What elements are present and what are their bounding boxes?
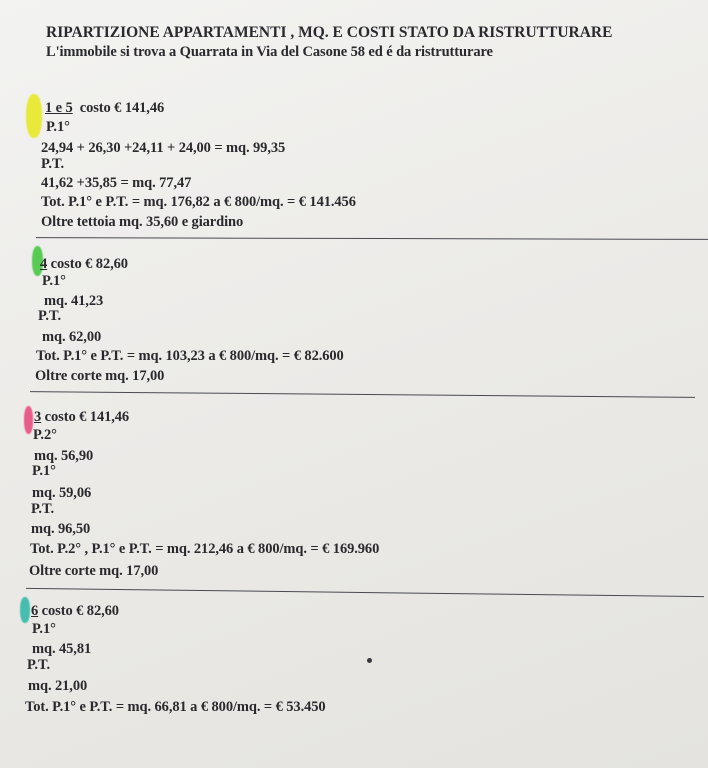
floor-label: P.T. — [27, 657, 50, 673]
extras-line: Oltre tettoia mq. 35,60 e giardino — [41, 214, 244, 230]
unit-number: 1 e 5 — [45, 100, 73, 116]
extras-line: Oltre corte mq. 17,00 — [35, 368, 165, 384]
floor-label: P.T. — [31, 501, 54, 517]
section-divider — [26, 588, 704, 597]
unit-number: 3 — [34, 409, 42, 425]
total-line: Tot. P.1° e P.T. = mq. 103,23 a € 800/mq. = € 82.600 — [36, 348, 344, 364]
section-heading — [34, 408, 129, 426]
paper-speck — [367, 658, 372, 663]
unit-cost: costo € 141,46 — [79, 100, 165, 116]
total-line: Tot. P.1° e P.T. = mq. 66,81 a € 800/mq. = € 53.450 — [25, 699, 326, 715]
yellow-highlight-mark — [26, 94, 42, 138]
floor-label: P.1° — [42, 273, 66, 289]
floor-label: P.1° — [32, 621, 56, 637]
unit-number: 6 — [31, 603, 39, 619]
area-line: mq. 21,00 — [28, 678, 88, 694]
total-line: Tot. P.2° , P.1° e P.T. = mq. 212,46 a € 800/mq. = € 169.960 — [30, 541, 380, 557]
teal-highlight-mark — [20, 597, 30, 623]
floor-label: P.T. — [38, 308, 61, 324]
area-line: mq. 59,06 — [32, 485, 92, 501]
floor-label: P.2° — [33, 427, 57, 443]
area-line: mq. 96,50 — [31, 521, 91, 537]
area-line: mq. 41,23 — [44, 293, 104, 309]
floor-label: P.1° — [32, 463, 56, 479]
area-line: mq. 62,00 — [42, 329, 102, 345]
area-line: mq. 45,81 — [32, 641, 92, 657]
section-heading — [31, 602, 119, 620]
unit-cost: costo € 82,60 — [47, 256, 128, 272]
extras-line: Oltre corte mq. 17,00 — [29, 563, 159, 579]
total-line: Tot. P.1° e P.T. = mq. 176,82 a € 800/mq. = € 141.456 — [41, 194, 356, 210]
area-line: mq. 56,90 — [34, 448, 94, 464]
section-heading — [45, 99, 164, 117]
floor-label: P.T. — [41, 156, 64, 172]
floor-label: P.1° — [46, 119, 70, 135]
area-line: 24,94 + 26,30 +24,11 + 24,00 = mq. 99,35 — [41, 140, 286, 156]
section-divider — [36, 237, 708, 240]
document-subtitle: L'immobile si trova a Quarrata in Via del Casone 58 ed é da ristrutturare — [46, 44, 493, 60]
unit-cost: costo € 141,46 — [41, 409, 130, 425]
pink-highlight-mark — [24, 406, 33, 434]
area-line: 41,62 +35,85 = mq. 77,47 — [41, 175, 192, 191]
unit-number: 4 — [40, 256, 48, 272]
document-title: RIPARTIZIONE APPARTAMENTI , MQ. E COSTI STATO DA RISTRUTTURARE — [46, 24, 613, 41]
section-divider — [30, 391, 695, 398]
section-heading — [40, 255, 128, 273]
unit-cost: costo € 82,60 — [38, 603, 119, 619]
